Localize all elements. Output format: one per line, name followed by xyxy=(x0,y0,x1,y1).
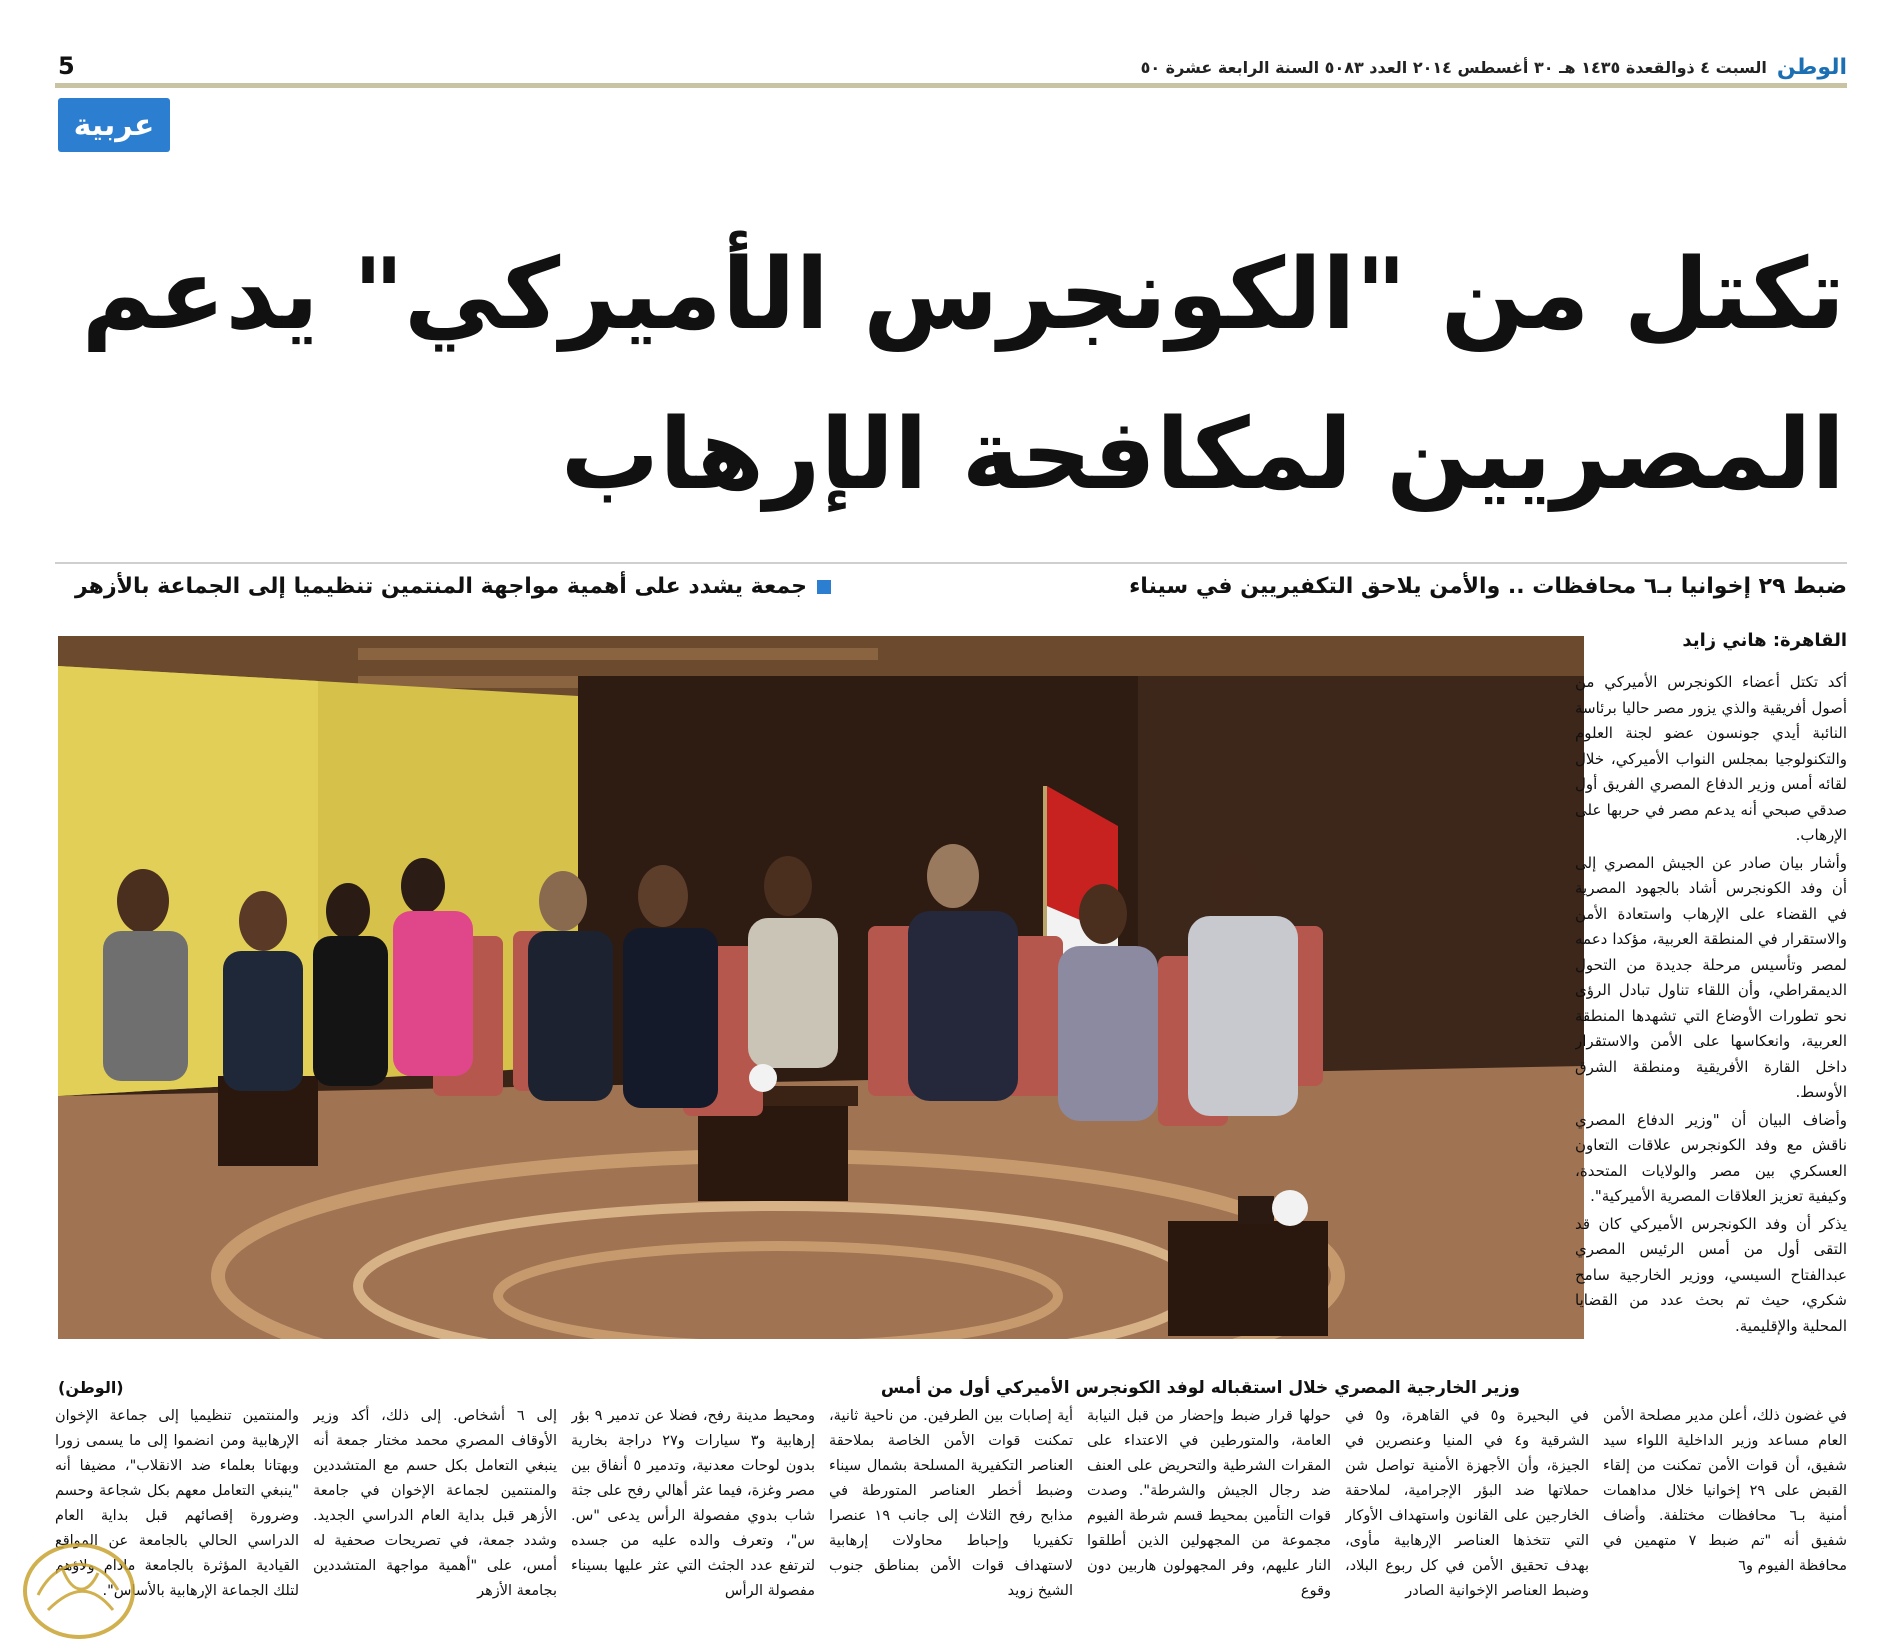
paragraph: أكد تكتل أعضاء الكونجرس الأميركي من أصول أفريقية والذي يزور مصر حاليا برئاسة النائبة أيدي جونسون عضو لجنة العلوم والتكنولوجيا بمجلس النواب الأميركي، خلال لقائه أمس وزير الدفاع المصري الفريق أول صدقي صبحي أنه يدعم مصر في حربها على الإرهاب. xyxy=(1575,673,1847,844)
paragraph: يذكر أن وفد الكونجرس الأميركي كان قد التقى أول من أمس الرئيس المصري عبدالفتاح السيسي، ووزير الخارجية سامح شكري، حيث تم بحث عدد من القضايا المحلية والإقليمية. xyxy=(1575,1214,1847,1335)
byline: القاهرة: هاني زايد xyxy=(1682,630,1847,651)
subhead-left-text: جمعة يشدد على أهمية مواجهة المنتمين تنظيميا إلى الجماعة بالأزهر xyxy=(75,574,808,599)
paragraph: ومحيط مدينة رفح، فضلا عن تدمير ٩ بؤر إرهابية و٣ سيارات و٢٧ دراجة بخارية بدون لوحات معدنية، وتدمير ٥ أنفاق بين مصر وغزة، فيما عثر أهالي رفح على جثة شاب بدوي مفصولة الرأس يدعى "س. س"، وتعرف والده عليه من جسده لترتفع عدد الجثث التي عثر عليها بسيناء مفصولة الرأس xyxy=(571,1408,815,1599)
headline-line-2: المصريين لمكافحة الإرهاب xyxy=(560,398,1845,512)
headline xyxy=(70,215,1845,535)
photo-caption: وزير الخارجية المصري خلال استقباله لوفد الكونجرس الأميركي أول من أمس xyxy=(880,1378,1520,1398)
photo-caption-bar xyxy=(58,1378,1520,1404)
watermark-seal-icon xyxy=(18,1535,140,1643)
headline-line-1: تكتل من "الكونجرس الأميركي" يدعم xyxy=(81,238,1845,352)
text-column xyxy=(1087,1404,1331,1636)
bullet-square-icon xyxy=(817,580,831,594)
page-number: 5 xyxy=(58,52,75,80)
section-tag: عربية xyxy=(58,98,170,152)
paragraph: في غضون ذلك، أعلن مدير مصلحة الأمن العام مساعد وزير الداخلية اللواء سيد شفيق، أن قوات الأمن تمكنت من إلقاء القبض على ٢٩ إخوانيا خلال مداهمات أمنية بـ٦ محافظات مختلفة. وأضاف شفيق أنه "تم ضبط ٧ متهمين في محافظة الفيوم و٦ xyxy=(1603,1408,1847,1574)
paragraph: أية إصابات بين الطرفين. من ناحية ثانية، تمكنت قوات الأمن الخاصة بملاحقة العناصر التكفيرية المسلحة بشمال سيناء وضبط أخطر العناصر المتورطة في مذابح رفح الثلاث إلى جانب ١٩ عنصرا تكفيريا وإحباط محاولات إرهابية لاستهداف قوات الأمن بمناطق جنوب الشيخ زويد xyxy=(829,1408,1073,1599)
newspaper-logo: الوطن xyxy=(1776,55,1847,80)
photo-credit: (الوطن) xyxy=(58,1378,124,1397)
paragraph: وأضاف البيان أن "وزير الدفاع المصري ناقش مع وفد الكونجرس علاقات التعاون العسكري بين مصر والولايات المتحدة، وكيفية تعزيز العلاقات المصرية الأميركية". xyxy=(1575,1110,1847,1205)
right-column xyxy=(1575,670,1847,1340)
text-column xyxy=(1345,1404,1589,1636)
masthead xyxy=(1141,55,1847,80)
subhead-right-text: ضبط ٢٩ إخوانيا بـ٦ محافظات .. والأمن يلاحق التكفيريين في سيناء xyxy=(1129,574,1847,599)
text-column xyxy=(571,1404,815,1636)
text-column xyxy=(313,1404,557,1636)
text-column xyxy=(1603,1404,1847,1636)
bottom-columns xyxy=(55,1404,1847,1636)
paragraph: والمنتمين تنظيميا إلى جماعة الإخوان الإرهابية ومن انضموا إلى ما يسمى زورا وبهتانا بعلماء ضد الانقلاب"، مضيفا أنه "ينبغي التعامل معهم بكل شجاعة وحسم وضرورة إقصائهم قبل بداية العام الدراسي الحالي بالجامعة عن المواقع القيادية المؤثرة بالجامعة مادام ولاؤهم لتلك الجماعة الإرهابية بالأساس". xyxy=(55,1408,299,1599)
subhead-rule xyxy=(55,562,1847,564)
header-rule xyxy=(55,83,1847,88)
subhead-right xyxy=(1129,574,1847,599)
text-column xyxy=(829,1404,1073,1636)
news-photo xyxy=(58,636,1584,1339)
paragraph: في البحيرة و٥ في القاهرة، و٥ في الشرقية و٤ في المنيا وعنصرين في الجيزة، وأن الأجهزة الأمنية تواصل شن حملاتها ضد البؤر الإجرامية، لملاحقة الخارجين على القانون واستهداف الأوكار التي تتخذها العناصر الإرهابية مأوى، بهدف تحقيق الأمن في كل ربوع البلاد، وضبط العناصر الإخوانية الصادر xyxy=(1345,1408,1589,1599)
subhead-left xyxy=(75,574,831,599)
dateline: السبت ٤ ذوالقعدة ١٤٣٥ هـ ٣٠ أغسطس ٢٠١٤ العدد ٥٠٨٣ السنة الرابعة عشرة ٥٠ xyxy=(1140,58,1767,77)
paragraph: حولها قرار ضبط وإحضار من قبل النيابة العامة، والمتورطين في الاعتداء على المقرات الشرطية والتحريض على العنف ضد رجال الجيش والشرطة". وصدت قوات التأمين بمحيط قسم شرطة الفيوم مجموعة من المجهولين الذين أطلقوا النار عليهم، وفر المجهولون هاربين دون وقوع xyxy=(1087,1408,1331,1599)
paragraph: وأشار بيان صادر عن الجيش المصري إلى أن وفد الكونجرس أشاد بالجهود المصرية في القضاء على الإرهاب واستعادة الأمن والاستقرار في المنطقة العربية، مؤكدا دعمه لمصر وتأسيس مرحلة جديدة من التحول الديمقراطي، وأن اللقاء تناول تبادل الرؤى نحو تطورات الأوضاع التي تشهدها المنطقة العربية، وانعكاسها على الأمن والاستقرار داخل القارة الأفريقية ومنطقة الشرق الأوسط. xyxy=(1575,853,1847,1101)
paragraph: إلى ٦ أشخاص. إلى ذلك، أكد وزير الأوقاف المصري محمد مختار جمعة أنه ينبغي التعامل بكل حسم مع المتشددين والمنتمين لجماعة الإخوان في جامعة الأزهر قبل بداية العام الدراسي الجديد. وشدد جمعة، في تصريحات صحفية له أمس، على "أهمية مواجهة المتشددين بجامعة الأزهر xyxy=(313,1408,557,1599)
subheads xyxy=(55,574,1847,614)
